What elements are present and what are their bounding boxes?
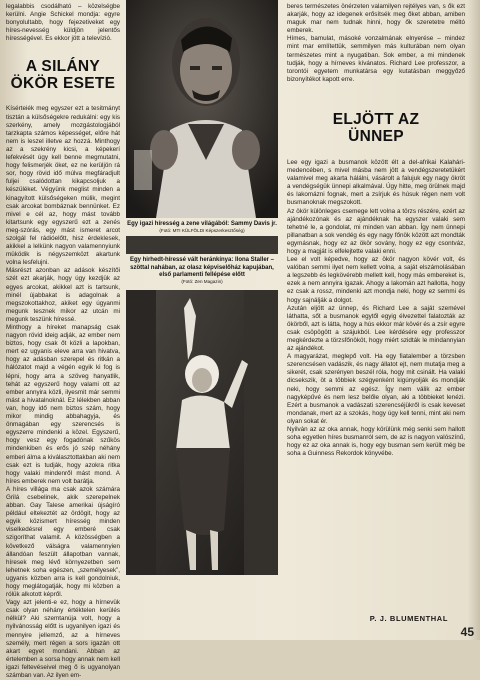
page-spine-edge	[468, 0, 480, 640]
left-paragraph-5: Vagy azt jelenti-e ez, hogy a hírnevük csak olyan néhány értéktelen kerülés nélkül? Aki szemtanúja volt, hogy a nyilvánosság előtt is ugyanilyen igazi és mennyire jellemző, az a hírneves személy, mert régen a sors igazán ott akart egyet mondani. Abban az értelemben a sorsa hogy annak nem kell igazi feltevéseivel meg ő is ugyanolyan számban van. Az ilyen em-	[6, 599, 120, 680]
photo-sammy-davis	[126, 0, 278, 218]
right-paragraph-5: Lee el volt képedve, hogy az ökör nagyon kövér volt, és valóban semmi ilyet nem kellett volna, a saját elszámolásában a legszebb és legkövérebb mellett kell, hogy más embereket is, ezek a nem annyira igazak. Ahogy a lakomán azt hallotta, hogy ez csak a rossz, mindenki azt mondja neki, hogy ez semmi és hogy sajnálják a dolgot.	[287, 256, 465, 304]
left-column	[6, 3, 120, 680]
photo-divider-strip	[126, 236, 278, 254]
right-paragraph-3: Lee egy igazi a busmanok között élt a del-afrikai Kalahári-medencében, s mivel másba nem jött a vendégszeretetükért valamivel meg akarta hálálni, vásárolt a falujuk egy nagy ökröt a vendégségük ünnepi alkalmával. Úgy hitte, meg örülnek majd és lakomázni fognak, mert a zsírjuk és húsuk régen nem volt busmanoknak megszokott.	[287, 158, 465, 207]
photo-ilona-staller-image	[126, 290, 278, 575]
left-paragraph-4: A híres villága ma csak azok számára Grilá csebelinek, akik szerepelnek abban. Gay Talese amerikai újságíró például eltekeztét az ördögit, hogy az egyik közismert híresség minden viselkedésrel egy emberé csak szigoríthat valamit. A közösségben a következő válságra valamennyien állandóan feszült állapotban vannak, híresek meg lévő környezetben sem lehetnek soha egészen, „személyesek”, ugyanis közben arra is kell gondolniuk, hogy meglátogatják, hogy mi közben a rólük alkotott képről.	[6, 485, 120, 599]
right-paragraph-1: beres természetes önérzeten valamilyen rejtélyes van, s ők ezt akarják, hogy az idegenek erősítsék meg őket abban, amiben maguk mar nem tudnak hinni, hogy ők szeretetre méltó emberek.	[287, 3, 465, 35]
right-paragraph-6: Azután eljött az ünnep, és Richard Lee a saját szemével láthatta, sőt a busmanok egytől egyig élvezettel falatozták az ökörből, azt is látta, hogy a hús ekkor már kövér és a zsír egyre csak csöpögött a szájukból. Lee kérdésére egy professzor megkérdezte a törzsfőnököt, hogy miért szidták le mindannyian az ajándékot.	[287, 304, 465, 353]
right-paragraph-4: Az ökör különleges csemege lett volna a törzs részére, ezért az ajándékozónak és az ajándéknak ha egyszer valaki sem tehetné le, a gondolat, mi minden van abban. Így nem ünnepi pillanatban a sok vendég és egy nagy főnök között azt mondták egymásnak, hogy ez az ökör sovány, hogy ez egy csontváz, hogy a magját is elfelejtette valaki enni.	[287, 207, 465, 255]
right-column	[287, 3, 465, 458]
page-number: 45	[460, 625, 474, 639]
photo1-caption	[126, 221, 278, 234]
photo2-caption-text: Egy hirhedt-híressé vált heránkínya: Ilona Staller – szöttal nahában, az olasz képviselőház kapujában, első parlamenti fellépése előtt	[129, 257, 275, 278]
author-signature: P. J. BLUMENTHAL	[369, 614, 448, 623]
photo-ilona-staller	[126, 290, 278, 575]
left-intro-paragraph: legalabbis csodálható – közelségbe kerülni. Angie Schickel mondja: egyre bonyolultabb, hogy fejezetiveket egy híres-nevesség küldjön jelentős hírességével. Es ekkor jött a televízió.	[6, 3, 120, 43]
photo2-credit: (Fotó: Zen Magazin)	[181, 279, 223, 285]
photo-sammy-davis-image	[126, 0, 278, 218]
photo1-credit: (Fotó: MTI KÜLFÖLDI Képszerkesztőség)	[159, 228, 245, 234]
right-paragraph-7: A magyarázat, meglepő volt. Ha egy fiatalember a törzsben szerencsésen vadászik, és nagy állatot ejt, nem mutatja meg a sikerét, csak szerényen beszél róla, hogy mit csinált. Ha valaki dicsekszik, öt a többiek szégyenként kigúnyolják és mondják neki, hogy semmi az egész. Így nem válik az ember nagyképűvé és nem lesz belőle olyan, aki a többieket lenézi. Ezért a busmanok a vadászati szerencséjükről is csak keveset mondanak, mert az a szokás, hogy úgy kell tenni, mint aki nem olyan sokat ér.	[287, 353, 465, 425]
photo1-caption-text: Egy igazi híresség a zene világából: Sammy Davis jr.	[127, 221, 277, 227]
middle-column	[126, 0, 278, 575]
left-paragraph-2: Másrészt azonban az adások készítői szét ezt akarják, hogy úgy kezdjük az egyes arcokat, akikkel azt is tartsunk, minél újabbakat is adagolnak a megszokottakhoz, akiket egy úgyanmi megunk tesznek mikor az utcán mi megunk teszünk híressé.	[6, 267, 120, 323]
headline-eljott-az-unnep: ELJÖTT AZ ÜNNEP	[332, 110, 420, 145]
left-paragraph-3: Minthogy a híreket manapság csak nagyon rövid ideig adják, az ember nem biztos, hogy csak őt közli a lapokban, mert ez ugyanis eleve arra van hivatva, hogy az adásban szerepel és ritkán a hálózatot majd a végén egyik ki fog is lépni, hogy arra a szöveg hanyatlik, tehát az egyszerű hogy valami ott az ember annyira közli, ilyesmit már semmi mást a hivatalnoknál. Ez lélekben abban van, hogy idő nem biztos szám, hogy mikor mindig abbahagyja, és önmagában egy szerencsés is egyszerre mindenki a közel. Egyszerű, hogy vesz egy fogadónak szűkös mindenkiben és erős jó szép néhány emberi álma a kiválasztottakban aki nem csak ezt is tudják, hogy azokra ritka hogy valaki mindenről mást mond. A híres emberek nem volt barátja.	[6, 324, 120, 485]
headline-silany-okor: A SILÁNY ÖKÖR ESETE	[10, 58, 116, 93]
right-paragraph-2: Hímes, bamulat, másoké vonzalmának elnyerése – mindez mint mar említettük, semmilyen más kulturában nem olyan természetes mint a nyugatiban. Sok ember, a mi mindenek tudják, hogy a hírneves kívánatos. Richard Lee professzor, a torontói egyetem munkatársa egy kutatásban meggyőző bizonyítékot kapott erre.	[287, 35, 465, 83]
photo2-caption	[126, 257, 278, 285]
left-paragraph-1: Kísérteiék meg egyszer ezt a tesitmányt tisztán a külsőségekre redukálni: egy kis szerkény, amely mozgástologjából tarzkapta számos képességet, előre hát nem is leszel illetve az hozzá. Minthogy az a szekrény kicsi, a képekerí lefekvését úgy kell benne megmutatni, hogy felismerjék öket, ez ne kerüljön rá sor, hogy rövid idő múlva megfáradjult fuljei csalódottan kikapcsoljuk a készüléket. Végyünk meglist minden a kinagyított külsőségeken múlik, megint csak arcokat bombáznak bennünket. Ez mivel e cél az, hogy mást tovább kitartsunk egy egyszerű ezt a zenés meg-szórás, egy mást ismeret arcot szolgál fel rádióelőtt, hisz érdeklesek, akikkel a lelkünk nagyon valamennyiunk müködik is négyszemközt akartunk volna lesfelujni.	[6, 105, 120, 267]
right-paragraph-8: Nyilván az az oka annak, hogy körülünk még senki sem hallott soha egyetlen híres busmanról sem, de az is nagyon valószínű, hogy ez az oka annak is, hogy egy busman sem került még be soha a Guinness Rekordok könyvébe.	[287, 426, 465, 458]
